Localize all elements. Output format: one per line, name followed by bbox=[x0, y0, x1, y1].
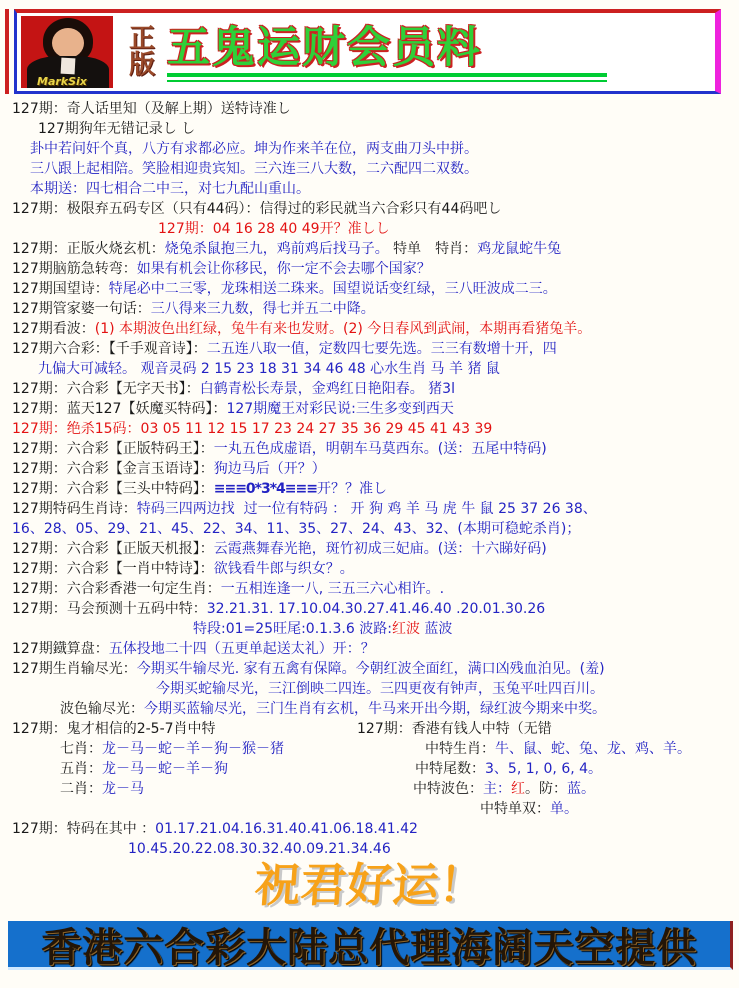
text-line bbox=[12, 659, 739, 679]
text-segment: 127期管家婆一句话： bbox=[12, 301, 151, 317]
text-line bbox=[12, 539, 739, 559]
text-line bbox=[12, 259, 739, 279]
text-line bbox=[12, 579, 739, 599]
text-segment: 龙－马－蛇－羊－狗－猴－猪 bbox=[102, 741, 284, 757]
text-line bbox=[12, 99, 739, 119]
text-segment: 波色输尽光： bbox=[60, 701, 144, 717]
text-line bbox=[38, 359, 739, 379]
edition-badge: 正版 bbox=[128, 24, 155, 80]
text-segment: 16、28、05、29、21、45、22、34、11、35、27、24、43、32、(本期可稳蛇杀肖)； bbox=[12, 521, 581, 537]
photo-caption: MarkSix bbox=[37, 75, 87, 88]
text-line bbox=[12, 559, 739, 579]
text-line bbox=[12, 479, 739, 499]
left-column-cell bbox=[8, 799, 405, 819]
text-segment: 3、5, 1, 0, 6, 4。 bbox=[485, 761, 603, 777]
text-line bbox=[128, 839, 739, 859]
two-column-line bbox=[8, 739, 739, 759]
two-column-line bbox=[8, 799, 739, 819]
page-title: 五鬼运财会员料 bbox=[167, 22, 482, 73]
text-line bbox=[156, 679, 739, 699]
left-column-cell bbox=[8, 719, 357, 739]
text-segment: 127期：正版火烧玄机： bbox=[12, 241, 165, 257]
right-column-cell bbox=[357, 719, 739, 739]
header bbox=[14, 9, 721, 94]
title-wrap bbox=[167, 23, 715, 82]
text-segment: 一五相连逢一八, 三五三六心相许。. bbox=[220, 581, 445, 597]
text-segment: 蓝波 bbox=[419, 621, 453, 637]
text-segment: 127期特码生肖诗： bbox=[12, 501, 137, 517]
right-column-cell bbox=[405, 779, 739, 799]
text-segment: 127期：马会预测十五码中特： bbox=[12, 601, 207, 617]
text-segment: 10.45.20.22.08.30.32.40.09.21.34.46 bbox=[128, 841, 391, 857]
text-segment: 127期鐡算盘： bbox=[12, 641, 109, 657]
text-segment: 龙－马 bbox=[102, 781, 144, 797]
text-segment: 127期：绝杀15码：03 05 11 12 15 17 23 24 27 35 36 29 45 41 43 39 bbox=[12, 421, 493, 437]
text-segment: 欲钱看牛郎与织女？。 bbox=[213, 561, 354, 577]
provider-banner bbox=[8, 921, 733, 970]
text-segment: 三八得来三九数，得七并五二中降。 bbox=[150, 301, 375, 317]
text-segment: 127期：香港有钱人中特（无错 bbox=[357, 721, 552, 737]
text-line bbox=[12, 819, 739, 839]
text-line bbox=[60, 699, 739, 719]
text-segment: 127期脑筋急转弯： bbox=[12, 261, 137, 277]
right-column-cell bbox=[405, 799, 739, 819]
text-segment: 特码三四两边找 过一位有特码 ： 开 狗 鸡 羊 马 虎 牛 鼠 25 37 26 38、 bbox=[136, 501, 597, 517]
text-segment: 127期：六合彩【无字天书】： bbox=[12, 381, 200, 397]
text-line bbox=[12, 319, 739, 339]
text-segment: 本期送：四七相合二中三，对七九配山重山。 bbox=[30, 181, 310, 197]
text-segment: 二五连八取一值，定数四七要先选。三三有数增十开，四 bbox=[206, 341, 557, 357]
text-segment: 云霞燕舞春光艳，斑竹初成三妃庙。(送：十六睇好码) bbox=[213, 541, 547, 557]
provider-banner-text: 香港六合彩大陆总代理海阔天空提供 bbox=[41, 924, 697, 970]
photo-face bbox=[52, 28, 84, 58]
text-segment: 九偏大可减轻。 观音灵码 2 15 23 18 31 34 46 48 心水生肖 马 羊 猪 鼠 bbox=[38, 361, 500, 377]
text-segment: 127期：蓝天127【妖魔买特码】： bbox=[12, 401, 227, 417]
text-line bbox=[12, 599, 739, 619]
text-segment: 五体投地二十四（五更单起送太礼）开：？ bbox=[108, 641, 375, 657]
text-segment: 127期：特码在其中 ： bbox=[12, 821, 156, 837]
text-segment: 特段:01=25旺尾:0.1.3.6 波路: bbox=[193, 621, 392, 637]
text-segment: 127期：六合彩【金言玉语诗】： bbox=[12, 461, 214, 477]
text-line bbox=[12, 519, 739, 539]
text-segment: 牛、鼠、蛇、兔、龙、鸡、羊。 bbox=[495, 741, 691, 757]
text-line bbox=[30, 159, 739, 179]
text-segment: 127期：极限弃五码专区（只有44码）：信得过的彩民就当六合彩只有44码吧し bbox=[12, 201, 502, 217]
text-line bbox=[158, 219, 739, 239]
text-segment: 127期国望诗： bbox=[12, 281, 109, 297]
text-segment: ≡≡≡0*3*4≡≡≡ bbox=[213, 481, 317, 497]
text-segment: 127期：鬼才相信的2-5-7肖中特 bbox=[12, 721, 216, 737]
text-segment: 如果有机会让你移民，你一定不会去哪个国家？ bbox=[136, 261, 431, 277]
text-segment: 中特单双： bbox=[480, 801, 550, 817]
text-line bbox=[12, 279, 739, 299]
text-segment: 127期：04 16 28 40 49开？准しし bbox=[158, 221, 390, 237]
text-segment: (1) 本期波色出红绿，兔牛有来也发财。(2) 今日春风到武闹，本期再看猪兔羊。 bbox=[94, 321, 592, 337]
text-segment: 127期看波： bbox=[12, 321, 95, 337]
two-column-line bbox=[8, 779, 739, 799]
two-column-line bbox=[8, 719, 739, 739]
text-segment: 蓝。 bbox=[567, 781, 595, 797]
text-segment: 127期：六合彩【三头中特码】： bbox=[12, 481, 214, 497]
good-luck-wish: 祝君好运！ bbox=[252, 860, 487, 911]
text-segment: 今期买蛇输尽光，三江倒映二四连。三四更夜有钟声，玉兔平吐四百川。 bbox=[156, 681, 604, 697]
text-segment: 一丸五色成虚语，明朝车马莫西东。(送：五尾中特码) bbox=[213, 441, 547, 457]
text-segment: 红 bbox=[511, 781, 525, 797]
text-segment: 127期：六合彩【一肖中特诗】： bbox=[12, 561, 214, 577]
text-line bbox=[12, 399, 739, 419]
text-segment: 开？？准し bbox=[316, 481, 387, 497]
text-segment: 狗边马后（开？） bbox=[213, 461, 326, 477]
text-segment: 五肖： bbox=[60, 761, 102, 777]
content-lines bbox=[0, 99, 739, 859]
text-line bbox=[12, 239, 739, 259]
title-underline bbox=[167, 73, 607, 82]
text-line bbox=[12, 439, 739, 459]
text-segment: 。防： bbox=[525, 781, 567, 797]
text-segment: 特单 特肖： bbox=[388, 241, 478, 257]
text-line bbox=[30, 179, 739, 199]
text-segment: 二肖： bbox=[60, 781, 102, 797]
text-segment: 白鹤青松长寿景，金鸡红日艳阳春。 猪3l bbox=[199, 381, 455, 397]
text-segment: 127期：奇人话里知（及解上期）送特诗准し bbox=[12, 101, 291, 117]
text-segment: 中特波色： bbox=[413, 781, 483, 797]
text-segment: 127期：六合彩【正版特码王】： bbox=[12, 441, 214, 457]
text-line bbox=[12, 419, 739, 439]
text-line bbox=[12, 499, 739, 519]
right-column-cell bbox=[405, 759, 739, 779]
photo-collar bbox=[61, 58, 76, 75]
text-line bbox=[12, 379, 739, 399]
text-line bbox=[12, 199, 739, 219]
text-line bbox=[12, 299, 739, 319]
text-segment: 卦中若问奸个真，八方有求都必应。坤为作来羊在位，两支曲刀头中拼。 bbox=[30, 141, 478, 157]
text-segment: 龙－马－蛇－羊－狗 bbox=[102, 761, 228, 777]
text-segment: 主： bbox=[483, 781, 511, 797]
text-segment: 127期魔王对彩民说:三生多变到西天 bbox=[226, 401, 454, 417]
text-segment: 今期买牛输尽光. 家有五禽有保障。今朝红波全面红，满口凶残血泊见。(羞) bbox=[136, 661, 605, 677]
text-segment: 127期：六合彩【正版天机报】： bbox=[12, 541, 214, 557]
right-column-cell bbox=[405, 739, 739, 759]
page bbox=[0, 9, 739, 988]
text-segment: 红波 bbox=[391, 621, 420, 637]
text-segment: 单。 bbox=[550, 801, 578, 817]
text-segment: 鸡龙鼠蛇牛兔 bbox=[477, 241, 562, 257]
text-segment: 01.17.21.04.16.31.40.41.06.18.41.42 bbox=[155, 821, 418, 837]
text-segment: 127期生肖输尽光： bbox=[12, 661, 137, 677]
left-column-cell bbox=[8, 759, 405, 779]
left-column-cell bbox=[8, 779, 405, 799]
text-segment: 127期六合彩：【千手观音诗】： bbox=[12, 341, 207, 357]
text-line bbox=[38, 119, 739, 139]
text-line bbox=[12, 459, 739, 479]
text-line bbox=[30, 139, 739, 159]
text-line bbox=[12, 339, 739, 359]
left-column-cell bbox=[8, 739, 405, 759]
text-line bbox=[12, 639, 739, 659]
text-segment: 127期：六合彩香港一句定生肖： bbox=[12, 581, 221, 597]
text-segment: 中特尾数： bbox=[415, 761, 485, 777]
text-segment: 烧兔杀鼠抱三九，鸡前鸡后找马子。 bbox=[164, 241, 389, 257]
text-segment: 今期买蓝输尽光，三门生肖有玄机，牛马来开出今期，绿红波今期来中奖。 bbox=[144, 701, 606, 717]
text-segment: 三八跟上起相陪。笑脸相迎贵宾知。三六连三八大数，二六配四二双数。 bbox=[30, 161, 478, 177]
two-column-line bbox=[8, 759, 739, 779]
text-line bbox=[193, 619, 739, 639]
host-photo bbox=[21, 16, 113, 88]
text-segment: 中特生肖： bbox=[425, 741, 495, 757]
text-segment: 七肖： bbox=[60, 741, 102, 757]
text-segment: 127期狗年无错记录し し bbox=[38, 121, 196, 137]
text-segment: 特尾必中二三零，龙珠相送二珠来。国望说话变红绿，三八旺波成二三。 bbox=[108, 281, 557, 297]
text-segment: 32.21.31. 17.10.04.30.27.41.46.40 .20.01.30.26 bbox=[206, 601, 546, 617]
